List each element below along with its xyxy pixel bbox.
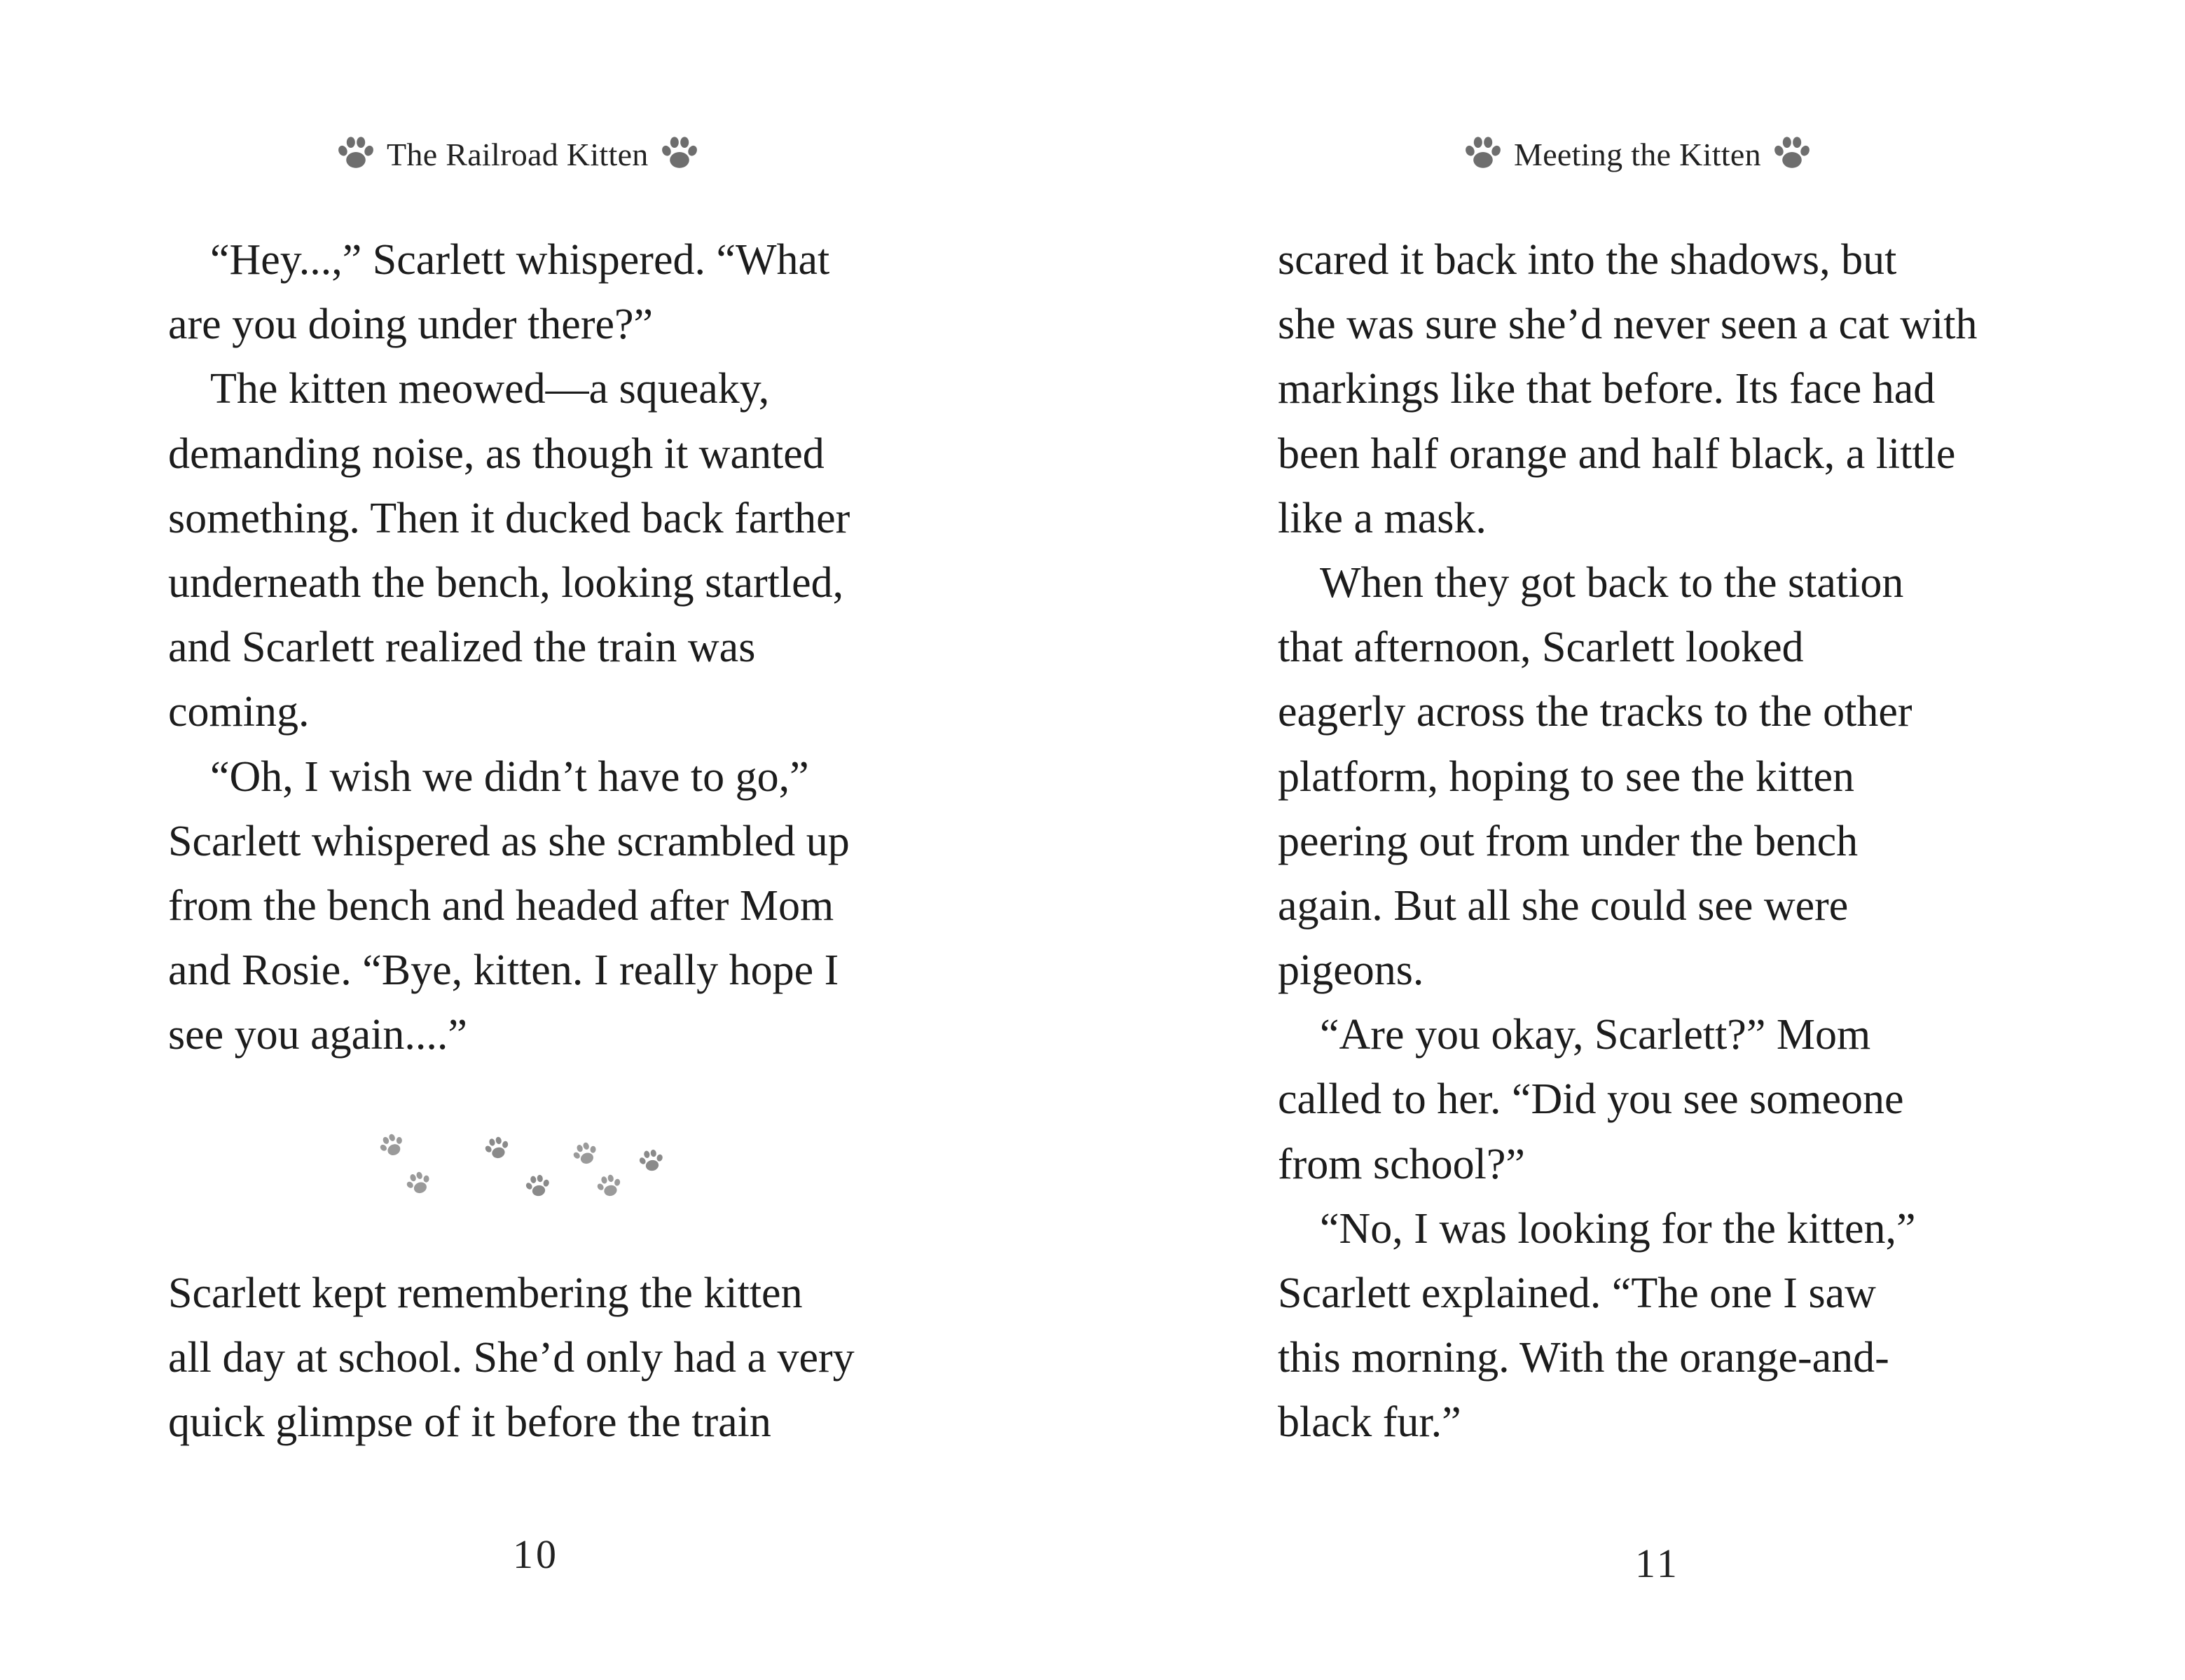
paw-print-icon bbox=[659, 133, 701, 175]
running-head-title: The Railroad Kitten bbox=[387, 136, 649, 172]
running-head-right bbox=[1462, 133, 1813, 175]
text-line: platform, hoping to see the kitten bbox=[1278, 752, 1855, 801]
text-line: pigeons. bbox=[1278, 946, 1424, 995]
running-head-title: Meeting the Kitten bbox=[1514, 136, 1761, 172]
text-line: and Rosie. “Bye, kitten. I really hope I bbox=[168, 946, 839, 995]
text-line: Scarlett explained. “The one I saw bbox=[1278, 1269, 1876, 1317]
text-line: this morning. With the orange-and- bbox=[1278, 1334, 1889, 1382]
paw-print-icon bbox=[373, 1127, 411, 1164]
paragraph bbox=[168, 228, 850, 357]
left-page bbox=[0, 0, 1092, 1680]
running-head-left bbox=[335, 133, 701, 175]
text-line: called to her. “Did you see someone bbox=[1278, 1075, 1904, 1124]
paw-print-icon bbox=[481, 1132, 515, 1166]
text-line: and Scarlett realized the train was bbox=[168, 624, 756, 672]
paragraph bbox=[168, 357, 850, 744]
text-line: like a mask. bbox=[1278, 494, 1487, 542]
paw-print-icon bbox=[401, 1166, 436, 1202]
paw-print-icon bbox=[1462, 133, 1504, 175]
text-line: from school?” bbox=[1278, 1140, 1525, 1188]
paragraph bbox=[1278, 228, 1978, 551]
text-line: again. But all she could see were bbox=[1278, 881, 1849, 930]
text-line: underneath the bench, looking startled, bbox=[168, 558, 844, 607]
paw-print-icon bbox=[567, 1136, 603, 1172]
page-number: 10 bbox=[513, 1531, 559, 1577]
paw-print-icon bbox=[635, 1145, 668, 1178]
body-text-after-break bbox=[168, 1261, 855, 1455]
text-line: black fur.” bbox=[1278, 1398, 1461, 1447]
text-line: “No, I was looking for the kitten,” bbox=[1320, 1204, 1916, 1253]
text-line: demanding noise, as though it wanted bbox=[168, 429, 825, 478]
paw-print-icon bbox=[522, 1171, 554, 1203]
paragraph bbox=[168, 745, 850, 1068]
text-line: something. Then it ducked back farther bbox=[168, 494, 850, 542]
text-line: “Oh, I wish we didn’t have to go,” bbox=[210, 752, 809, 801]
text-line: that afternoon, Scarlett looked bbox=[1278, 624, 1804, 672]
text-line: are you doing under there?” bbox=[168, 301, 654, 349]
paragraph bbox=[1278, 551, 1978, 1003]
paw-prints-trail-icon bbox=[378, 1120, 687, 1211]
paragraph bbox=[1278, 1003, 1978, 1197]
paragraph bbox=[168, 1261, 855, 1455]
text-line: When they got back to the station bbox=[1320, 558, 1904, 607]
text-line: see you again....” bbox=[168, 1011, 467, 1059]
text-line: eagerly across the tracks to the other bbox=[1278, 688, 1912, 736]
text-line: quick glimpse of it before the train bbox=[168, 1398, 771, 1447]
text-line: from the bench and headed after Mom bbox=[168, 881, 834, 930]
text-line: “Are you okay, Scarlett?” Mom bbox=[1320, 1011, 1871, 1059]
body-text bbox=[1278, 228, 1978, 1455]
paw-print-icon bbox=[335, 133, 377, 175]
text-line: peering out from under the bench bbox=[1278, 817, 1859, 865]
page-number: 11 bbox=[1635, 1541, 1680, 1586]
body-text-before-break bbox=[168, 228, 850, 1067]
right-page bbox=[1092, 0, 2185, 1680]
text-line: Scarlett kept remembering the kitten bbox=[168, 1269, 803, 1317]
text-line: The kitten meowed—a squeaky, bbox=[210, 365, 770, 413]
text-line: markings like that before. Its face had bbox=[1278, 365, 1936, 413]
paw-print-icon bbox=[1771, 133, 1813, 175]
text-line: scared it back into the shadows, but bbox=[1278, 236, 1897, 284]
paw-print-icon bbox=[593, 1170, 627, 1204]
text-line: all day at school. She’d only had a very bbox=[168, 1334, 855, 1382]
text-line: Scarlett whispered as she scrambled up bbox=[168, 817, 850, 865]
text-line: “Hey...,” Scarlett whispered. “What bbox=[210, 236, 830, 284]
text-line: been half orange and half black, a little bbox=[1278, 429, 1956, 478]
paragraph bbox=[1278, 1197, 1978, 1455]
text-line: coming. bbox=[168, 688, 310, 736]
text-line: she was sure she’d never seen a cat with bbox=[1278, 301, 1978, 349]
